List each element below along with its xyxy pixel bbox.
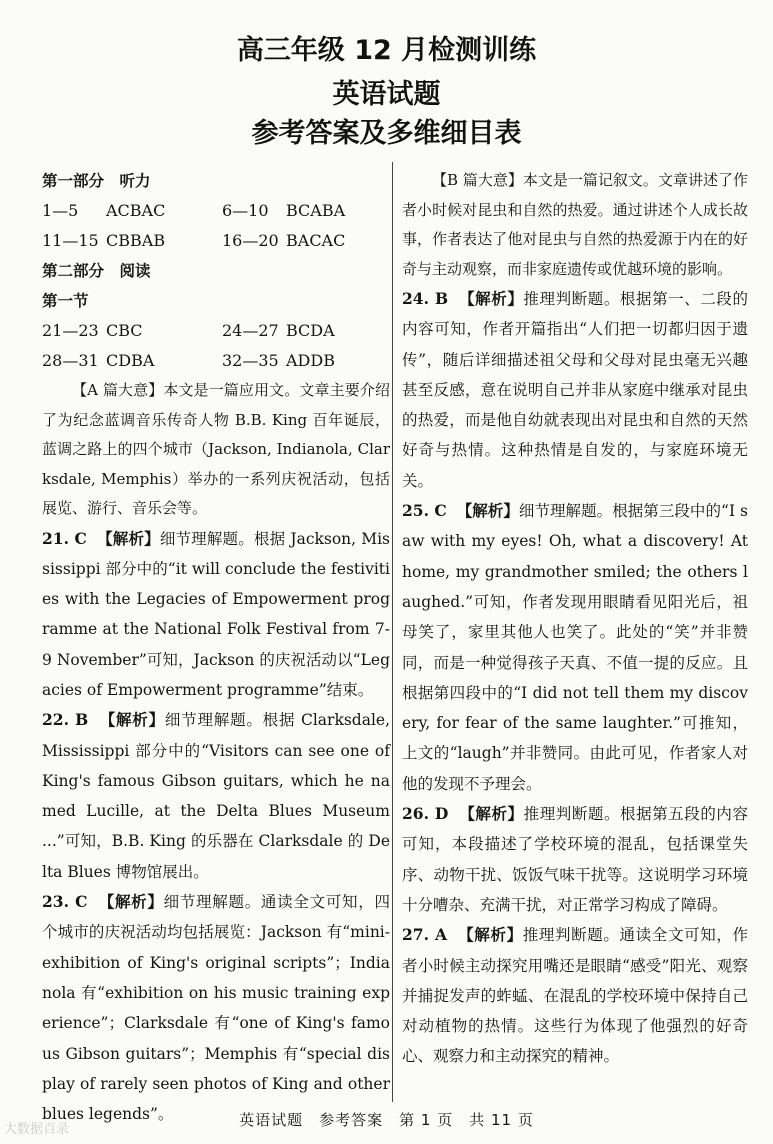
answer-key: CDBA — [106, 351, 155, 370]
passage-b-summary: 【B 篇大意】本文是一篇记叙文。文章讲述了作者小时候对昆虫和自然的热爱。通过讲述个人成长故事，作者表达了他对昆虫与自然的热爱源于内在的好奇与主动观察，而非家庭遗传或优越环境的影响。 — [402, 171, 748, 278]
explanation-text: 细节理解题。根据 Clarksdale, Mississippi 部分中的“Visitors can see one of King's famous Gibson guitars, which he named Lucille, at the Delta Blues Museum ...”可知，B.B. King 的乐器在 Clarksdale 的 Delta Blues 博物馆展出。 — [42, 711, 391, 881]
analysis-tag: 【解析】 — [456, 501, 519, 521]
question-number: 23. C — [42, 892, 88, 912]
explanation-q24 — [402, 284, 748, 496]
explanation-q21 — [42, 524, 390, 706]
answer-key: BACAC — [286, 231, 346, 250]
analysis-tag: 【解析】 — [97, 528, 160, 548]
answer-range: 28—31 — [42, 351, 99, 370]
explanation-text: 推理判断题。根据第五段的内容可知，本段描述了学校环境的混乱，包括课堂失序、动物干扰、饭饭气味干扰等。这说明学习环境十分嘈杂、充满干扰，对正常学习构成了障碍。 — [402, 805, 748, 914]
question-number: 25. C — [402, 501, 447, 521]
watermark: 大数据百录 — [4, 1122, 70, 1137]
question-number: 22. B — [42, 710, 89, 730]
page-title: 高三年级 12 月检测训练 — [236, 35, 537, 66]
explanation-q23 — [42, 887, 390, 1129]
analysis-tag: 【解析】 — [99, 710, 165, 730]
answer-range: 11—15 — [42, 231, 99, 250]
answer-row — [42, 196, 390, 226]
column-divider — [392, 162, 393, 1102]
explanation-text: 推理判断题。根据第一、二段的内容可知，作者开篇指出“人们把一切都归因于遗传”，随后详细描述祖父母和父母对昆虫毫无兴趣甚至反感，意在说明自己并非从家庭中继承对昆虫的热爱，而是他自幼就表现出对昆虫和自然的天然好奇与热情。这种热情是自发的，与家庭环境无关。 — [402, 290, 748, 490]
analysis-tag: 【解析】 — [458, 925, 523, 945]
answer-range: 1—5 — [42, 201, 79, 220]
part1-title: 第一部分 听力 — [42, 172, 151, 190]
explanation-q27 — [402, 920, 748, 1071]
answer-row — [42, 346, 390, 376]
question-number: 21. C — [42, 528, 87, 548]
explanation-q26 — [402, 799, 748, 920]
answer-range: 16—20 — [222, 231, 279, 250]
explanation-q22 — [42, 705, 390, 887]
answer-key: CBBAB — [106, 231, 166, 250]
explanation-text: 细节理解题。根据 Jackson, Mississippi 部分中的“it will conclude the festivities with the Legacies of Empowerment programme at the National Folk Festival from 7-9 November”可知，Jackson 的庆祝活动以“Legacies of Empowerment programme”结束。 — [42, 529, 390, 699]
answer-range: 32—35 — [222, 351, 279, 370]
answer-row — [42, 316, 390, 346]
analysis-tag: 【解析】 — [98, 892, 164, 912]
part2-title: 第二部分 阅读 — [42, 262, 151, 280]
section-title: 第一节 — [42, 292, 89, 310]
analysis-tag: 【解析】 — [459, 804, 524, 824]
answer-key: ADDB — [286, 351, 335, 370]
answer-key: ACBAC — [106, 201, 166, 220]
answer-key: BCABA — [286, 201, 346, 220]
answer-range: 24—27 — [222, 321, 279, 340]
answer-range: 6—10 — [222, 201, 269, 220]
analysis-tag: 【解析】 — [459, 289, 524, 308]
passage-a-summary: 【A 篇大意】本文是一篇应用文。文章主要介绍了为纪念蓝调音乐传奇人物 B.B. King 百年诞辰，蓝调之路上的四个城市（Jackson, Indianola, Clarksdale, Memphis）举办的一系列庆祝活动，包括展览、游行、音乐会等。 — [42, 381, 390, 517]
question-number: 27. A — [402, 925, 448, 945]
answer-row — [42, 226, 390, 256]
explanation-text: 细节理解题。通读全文可知，四个城市的庆祝活动均包括展览：Jackson 有“mini-exhibition of King's original scripts”；Indianola 有“exhibition on his music training experience”；Clarksdale 有“one of King's famous Gibson guitars”；Memphis 有“special display of rarely seen photos of King and other blues legends”。 — [42, 893, 390, 1124]
subject-title: 英语试题 — [332, 79, 441, 110]
answer-key: BCDA — [286, 321, 335, 340]
document-subtitle: 参考答案及多维细目表 — [251, 118, 522, 149]
question-number: 24. B — [402, 289, 449, 308]
question-number: 26. D — [402, 804, 449, 824]
answer-key: CBC — [106, 321, 143, 340]
answer-range: 21—23 — [42, 321, 99, 340]
explanation-text: 推理判断题。通读全文可知，作者小时候主动探究用嘴还是眼睛“感受”阳光、观察并捕捉发声的蚱蜢、在混乱的学校环境中保持自己对动植物的热情。这些行为体现了他强烈的好奇心、观察力和主动探究的精神。 — [402, 926, 748, 1066]
page-footer: 英语试题 参考答案 第 1 页 共 11 页 — [239, 1111, 534, 1129]
right-column — [402, 166, 748, 1072]
explanation-q25 — [402, 496, 748, 799]
left-column — [42, 166, 390, 1129]
explanation-text: 细节理解题。根据第三段中的“I saw with my eyes! Oh, what a discovery! At home, my grandmother smiled; the others laughed.”可知，作者发现用眼睛看见阳光后，祖母笑了，家里其他人也笑了。此处的“笑”并非赞同，而是一种觉得孩子天真、不值一提的反应。且根据第四段中的“I did not tell them my discovery, for fear of the same laughter.”可推知，上文的“laugh”并非赞同。由此可见，作者家人对他的发现不予理会。 — [402, 502, 748, 793]
